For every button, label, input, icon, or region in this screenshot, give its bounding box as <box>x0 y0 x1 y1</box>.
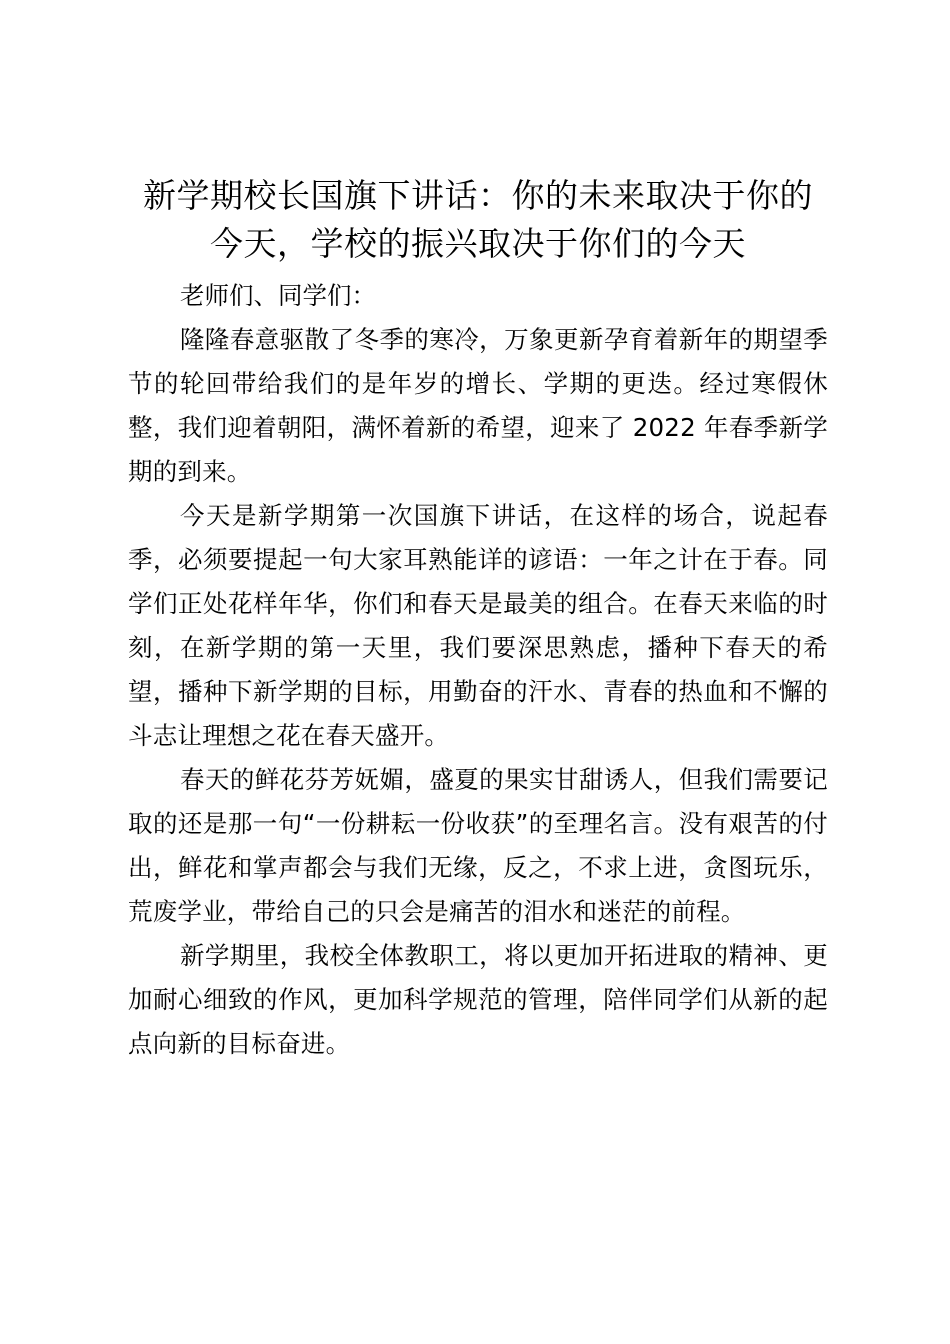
paragraph-3: 春天的鲜花芬芳妩媚，盛夏的果实甘甜诱人，但我们需要记取的还是那一句“一份耕耘一份收获”的至理名言。没有艰苦的付出，鲜花和掌声都会与我们无缘，反之，不求上进，贪图玩乐，荒废学业，带给自己的只会是痛苦的泪水和迷茫的前程。 <box>128 765 828 926</box>
document-title <box>128 172 828 268</box>
document-page <box>128 172 828 1066</box>
paragraph-1: 隆隆春意驱散了冬季的寒冷，万象更新孕育着新年的期望季节的轮回带给我们的是年岁的增长、学期的更迭。经过寒假休整，我们迎着朝阳，满怀着新的希望，迎来了 2022 年春季新学期的到来。 <box>128 325 828 486</box>
title-line-1: 新学期校长国旗下讲话：你的未来取决于你的 <box>143 176 813 215</box>
title-line-2: 今天，学校的振兴取决于你们的今天 <box>210 224 746 263</box>
paragraph-2: 今天是新学期第一次国旗下讲话，在这样的场合，说起春季，必须要提起一句大家耳熟能详的谚语：一年之计在于春。同学们正处花样年华，你们和春天是最美的组合。在春天来临的时刻，在新学期的第一天里，我们要深思熟虑，播种下春天的希望，播种下新学期的目标，用勤奋的汗水、青春的热血和不懈的斗志让理想之花在春天盛开。 <box>128 501 828 750</box>
salutation: 老师们、同学们： <box>180 281 376 310</box>
paragraph-4: 新学期里，我校全体教职工，将以更加开拓进取的精神、更加耐心细致的作风，更加科学规范的管理，陪伴同学们从新的起点向新的目标奋进。 <box>128 941 828 1058</box>
